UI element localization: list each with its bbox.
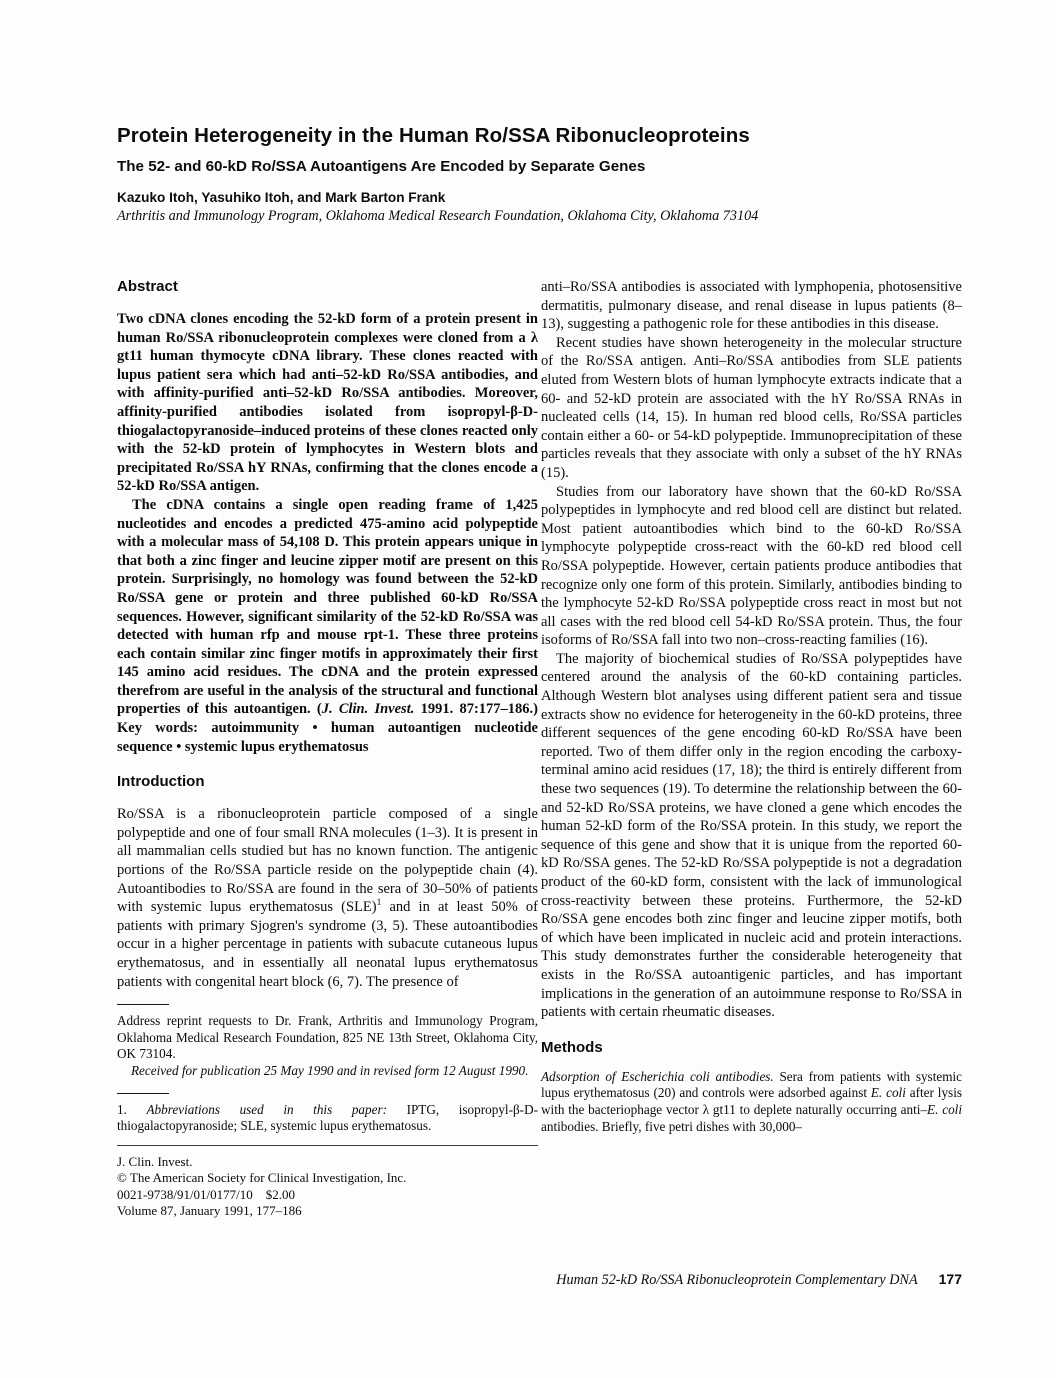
paragraph-laboratory-studies: Studies from our laboratory have shown that the 60-kD Ro/SSA polypeptides in lymphocyte and red blood cell are distinct but related. Most patient autoantibodies which bind to the 60-kD Ro/SSA lymphocyte polypeptide cross-react with the 60-kD red blood cell Ro/SSA polypeptide. However, certain patients produce antibodies that recognize only one form of this protein. Similarly, antibodies binding to the lymphocyte 52-kD Ro/SSA polypeptide cross react in most but not all cases with the red blood cell 54-kD Ro/SSA protein. Thus, the four isoforms of Ro/SSA fall into two non–cross-reacting families (16). <box>541 483 962 649</box>
imprint-rule <box>117 1145 538 1146</box>
introduction-text: Ro/SSA is a ribonucleoprotein particle composed of a single polypeptide and one of four small RNA molecules (1–3). It is present in all mammalian cells studied but has no known function. The antigenic portions of the Ro/SSA particle reside on the polypeptide chain (4). Autoantibodies to Ro/SSA are found in the sera of 30–50% of patients with systemic lupus erythematosus (SLE) <box>117 806 538 916</box>
abbreviation-list: IPTG, isopropyl-β-D-thiogalactopyranoside; SLE, systemic lupus erythematosus. <box>117 1101 538 1134</box>
authors-line: Kazuko Itoh, Yasuhiko Itoh, and Mark Barton Frank <box>117 190 446 205</box>
title-block <box>117 124 979 225</box>
footnote-marker: 1 <box>376 898 382 909</box>
methods-heading: Methods <box>541 1038 603 1056</box>
left-column <box>117 278 538 1219</box>
received-dates-note: Received for publication 25 May 1990 and in revised form 12 August 1990. <box>131 1062 529 1078</box>
continuation-paragraph: anti–Ro/SSA antibodies is associated with lymphopenia, photosensitive dermatitis, pulmonary disease, and renal disease in lupus patients (8–13), suggesting a pathogenic role for these antibodies in this disease. <box>541 279 962 333</box>
paragraph-recent-studies: Recent studies have shown heterogeneity in the molecular structure of the Ro/SSA antigen. Anti–Ro/SSA antibodies from SLE patients eluted from Western blots of human lymphocyte extracts indicate that a 60- and 52-kD protein are associated with the hY Ro/SSA RNAs in nucleated cells (14, 15). In human red blood cells, Ro/SSA particles contain either a 60- or 54-kD polypeptide. Immunoprecipitation of these particles reveals that they associate with only a subset of the hY RNAs (15). <box>541 334 962 481</box>
abstract-paragraph-2 <box>117 496 538 756</box>
journal-citation: J. Clin. Invest. <box>321 701 415 718</box>
abbreviations-note <box>117 1102 538 1135</box>
paragraph-biochemical-studies: The majority of biochemical studies of Ro/SSA polypeptides have centered around the analysis of the 60-kD containing particles. Although Western blot analyses using different patient sera and tissue extracts show no evidence for heterogeneity in the 60-kD proteins, three different sequences of the gene encoding 60-kD Ro/SSA have been reported. Two of them differ only in the region encoding the carboxy-terminal amino acid residues (17, 18); the third is entirely different from these two sequences (19). To determine the relationship between the 60- and 52-kD Ro/SSA proteins, we have cloned a gene which encodes the human 52-kD form of the Ro/SSA protein. In this study, we report the sequence of this gene and show that it is unique from the reported 60-kD Ro/SSA genes. The 52-kD Ro/SSA polypeptide is not a degradation product of the 60-kD form, consistent with the lack of immunological cross-reactivity between these proteins. Furthermore, the 52-kD Ro/SSA gene encodes both zinc finger and leucine zipper motifs, both of which have been implicated in nucleic acid and protein interactions. This study demonstrates further the considerable heterogeneity that exists in the Ro/SSA autoantigenic particles, and has important implications in the generation of an autoimmune response to Ro/SSA in patients with certain rheumatic diseases. <box>541 650 962 1021</box>
introduction-paragraph <box>117 805 538 991</box>
methods-ecoli-1: E. coli <box>870 1085 906 1101</box>
running-title: Human 52-kD Ro/SSA Ribonucleoprotein Complementary DNA <box>556 1272 918 1288</box>
abstract-heading: Abstract <box>117 278 178 295</box>
affiliation-line: Arthritis and Immunology Program, Oklahoma Medical Research Foundation, Oklahoma City, Oklahoma 73104 <box>117 208 759 224</box>
methods-paragraph <box>541 1069 962 1136</box>
right-column <box>541 278 962 1136</box>
paper-subtitle: The 52- and 60-kD Ro/SSA Autoantigens Are Encoded by Separate Genes <box>117 158 646 175</box>
paper-title: Protein Heterogeneity in the Human Ro/SSA Ribonucleoproteins <box>117 124 750 147</box>
introduction-heading: Introduction <box>117 773 205 791</box>
abstract-p2-text: The cDNA contains a single open reading frame of 1,425 nucleotides and encodes a predicted 475-amino acid polypeptide with a molecular mass of 54,108 D. This protein appears unique in that both a zinc finger and leucine zipper motif are present on this protein. Surprisingly, no homology was found between the 52-kD Ro/SSA gene or protein and three published 60-kD Ro/SSA sequences. However, significant similarity of the 52-kD Ro/SSA was detected with human rfp and mouse rpt-1. These three proteins each contain similar zinc finger motifs in approximately their first 145 amino acid residues. The cDNA and the protein expressed therefrom are useful in the analysis of the structural and functional properties of this autoantigen. ( <box>117 496 538 718</box>
page-number: 177 <box>938 1271 962 1287</box>
methods-text-3: antibodies. Briefly, five petri dishes with 30,000– <box>541 1118 803 1134</box>
abbreviation-number: 1. <box>117 1101 147 1117</box>
methods-text-1: Sera from patients with systemic lupus erythematosus (20) and controls were adsorbed against <box>541 1068 962 1101</box>
journal-volume: Volume 87, January 1991, 177–186 <box>117 1202 302 1218</box>
abbreviation-label: Abbreviations used in this paper: <box>146 1101 387 1117</box>
methods-text-2: after lysis with the bacteriophage vector λ gt11 to deplete naturally occurring anti– <box>541 1085 962 1118</box>
footnote-rule-1 <box>117 1004 169 1005</box>
running-footer <box>420 1271 962 1289</box>
methods-subsection-title: Adsorption of Escherichia coli antibodies. <box>541 1068 774 1084</box>
journal-name: J. Clin. Invest. <box>117 1153 193 1169</box>
abstract-p2-keywords: 1991. 87:177–186.) Key words: autoimmunity • human autoantigen nucleotide sequence • systemic lupus erythematosus <box>117 701 538 755</box>
methods-ecoli-2: E. coli <box>927 1102 962 1118</box>
abstract-paragraph-1: Two cDNA clones encoding the 52-kD form of a protein present in human Ro/SSA ribonucleoprotein complexes were cloned from a λ gt11 human thymocyte cDNA library. These clones reacted with lupus patient sera which had anti–52-kD Ro/SSA antibodies, and with affinity-purified anti–52-kD Ro/SSA antibodies. Moreover, affinity-purified antibodies isolated from isopropyl-β-D-thiogalactopyranoside–induced proteins of these clones reacted only with the 52-kD protein of lymphocytes in Western blots and precipitated Ro/SSA hY RNAs, confirming that the clones encode a 52-kD Ro/SSA antigen. <box>117 311 538 495</box>
introduction-text-continued: and in at least 50% of patients with primary Sjogren's syndrome (3, 5). These autoantibodies occur in a higher percentage in patients with subacute cutaneous lupus erythematosus, and in essentially all neonatal lupus erythematosus patients with congenital heart block (6, 7). The presence of <box>117 899 538 990</box>
journal-copyright: © The American Society for Clinical Investigation, Inc. <box>117 1170 407 1186</box>
journal-issn-price: 0021-9738/91/01/0177/10 $2.00 <box>117 1186 296 1202</box>
reprint-request-note: Address reprint requests to Dr. Frank, Arthritis and Immunology Program, Oklahoma Medical Research Foundation, 825 NE 13th Street, Oklahoma City, OK 73104. <box>117 1013 538 1062</box>
footnote-rule-2 <box>117 1093 169 1094</box>
